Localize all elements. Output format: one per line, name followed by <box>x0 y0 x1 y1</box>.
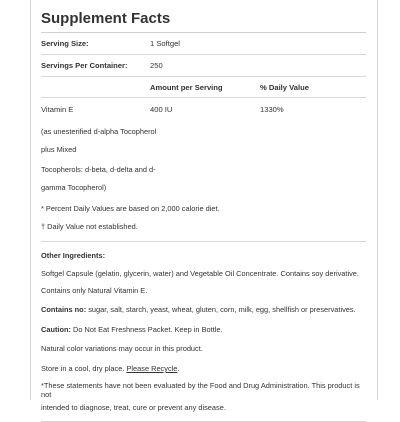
caution-label: Caution: <box>41 325 71 334</box>
nutrient-note-line: plus Mixed <box>41 145 77 154</box>
serving-size-value: 1 Softgel <box>150 39 180 48</box>
storage-suffix: . <box>177 364 180 373</box>
serving-size-label: Serving Size: <box>41 39 89 48</box>
nutrient-name: Vitamin E <box>41 104 74 114</box>
serving-size-row <box>41 33 366 54</box>
fda-disclaimer-line: intended to diagnose, treat, cure or prevent any disease. <box>41 403 226 412</box>
nutrient-source-note <box>41 123 366 197</box>
other-ingredients-heading: Other Ingredients: <box>41 251 106 260</box>
caution-text: Do Not Eat Freshness Packet. Keep in Bottle. <box>70 325 223 334</box>
storage-note <box>41 364 366 373</box>
supplement-facts-panel <box>30 0 378 412</box>
contains-no-statement <box>41 305 366 314</box>
fda-disclaimer-line: *These statements have not been evaluated by the Food and Drug Administration. This product is not <box>41 381 360 399</box>
nutrient-note-line: Tocopherols: d-beta, d-delta and d- <box>41 165 156 174</box>
color-variation-note: Natural color variations may occur in this product. <box>41 344 203 353</box>
caution-statement <box>41 325 366 334</box>
calorie-footnote: * Percent Daily Values are based on 2,000 calorie diet. <box>41 204 220 213</box>
nutrient-note-line: (as unesterified d-alpha Tocopherol <box>41 127 157 136</box>
nutrient-daily-value: 1330% <box>260 104 284 114</box>
daily-value-header: % Daily Value <box>260 82 309 92</box>
other-ingredients-text: Contains only Natural Vitamin E. <box>41 286 148 295</box>
nutrient-note-line: gamma Tocopherol) <box>41 183 107 192</box>
nutrient-amount: 400 IU <box>150 104 173 114</box>
contains-no-text: sugar, salt, starch, yeast, wheat, gluten, corn, milk, egg, shellfish or preservatives. <box>86 305 356 314</box>
servings-per-container-label: Servings Per Container: <box>41 61 128 70</box>
servings-per-container-value: 250 <box>150 61 163 70</box>
recycle-link[interactable]: Please Recycle <box>126 364 178 373</box>
table-header-row <box>41 77 366 97</box>
other-ingredients-text: Softgel Capsule (gelatin, glycerin, water) and Vegetable Oil Concentrate. Contains soy derivative. <box>41 269 359 278</box>
amount-header: Amount per Serving <box>150 82 223 92</box>
divider <box>41 241 366 242</box>
fda-disclaimer <box>41 381 366 412</box>
servings-per-container-row <box>41 55 366 76</box>
storage-text: Store in a cool, dry place. <box>41 364 127 373</box>
nutrient-row <box>41 98 366 120</box>
dagger-footnote: † Daily Value not established. <box>41 222 138 231</box>
contains-no-label: Contains no: <box>41 305 87 314</box>
panel-title: Supplement Facts <box>41 10 171 27</box>
